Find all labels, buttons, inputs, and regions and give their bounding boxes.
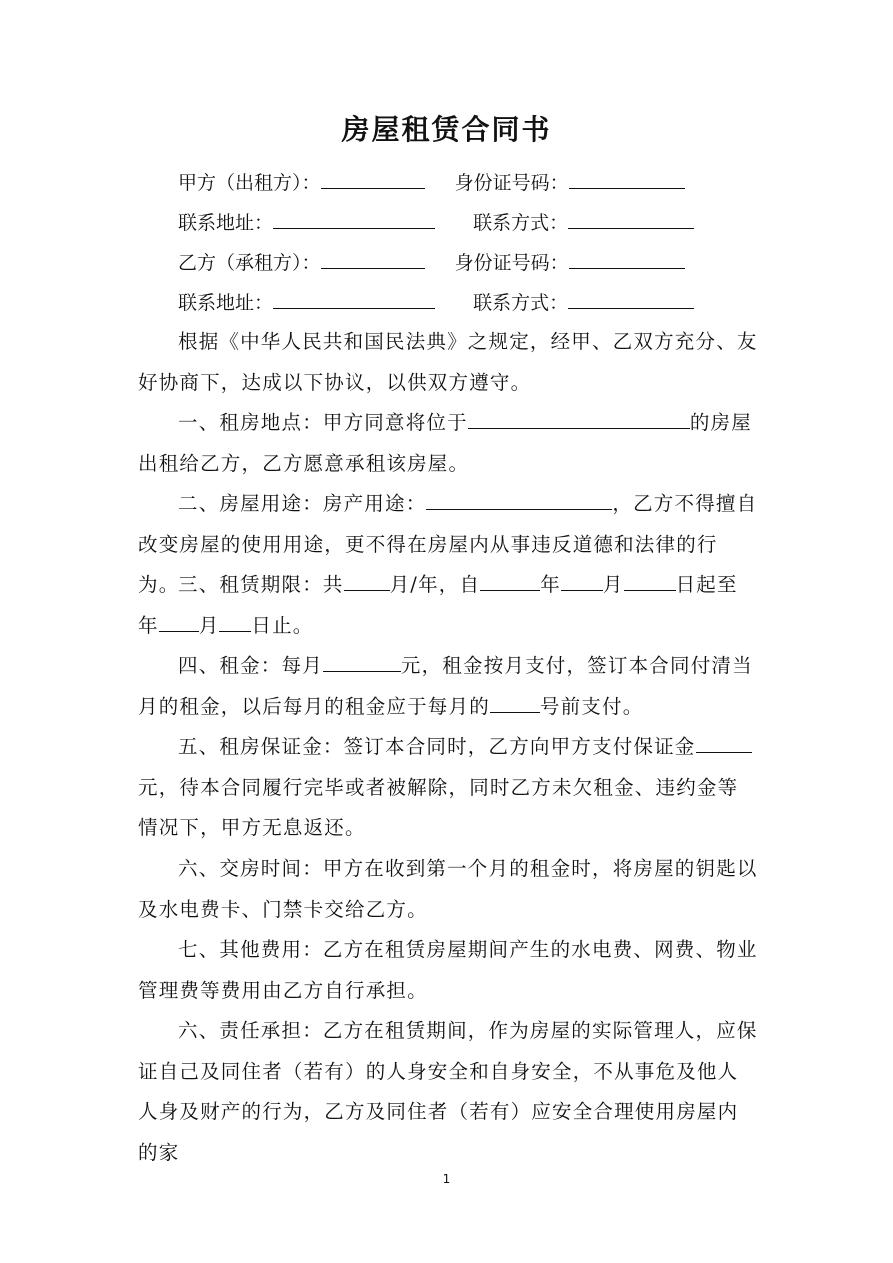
lessor-address-blank[interactable] [273,206,435,229]
lessor-label: 甲方（出租方）： [178,172,321,194]
lessee-address-label: 联系地址： [178,292,274,314]
monthly-rent-blank[interactable] [323,649,401,672]
lessee-row [178,246,685,276]
clause-term-end-year: 年 [138,613,159,637]
lessee-name-blank[interactable] [321,246,425,269]
clause-rent-text-b: 元，租金按月支付，签订本合同付清当月的租金，以后每月的租金应于每月的 [138,654,753,718]
clause-other-fees-text: 七、其他费用：乙方在租赁房屋期间产生的水电费、网费、物业管理费等费用由乙方自行承担。 [138,938,758,1002]
clause-term-text-b: 月/年，自 [389,573,481,596]
clause-location-text-a: 一、租房地点：甲方同意将位于 [178,411,468,434]
clause-usage-text-a: 二、房屋用途：房产用途： [178,492,427,515]
lessor-name-blank[interactable] [321,166,425,189]
end-month-blank[interactable] [159,609,199,632]
location-blank[interactable] [468,406,690,429]
page-number: 1 [442,1172,451,1186]
clause-term-year: 年 [540,573,561,596]
clause-handover [138,849,758,930]
clause-deposit [138,727,758,849]
lessee-contact-blank[interactable] [568,286,694,309]
document-title: 房屋租赁合同书 [341,113,552,146]
clause-rent [138,646,758,727]
lessor-address-label: 联系地址： [178,212,274,234]
lessee-address-row [178,286,694,316]
clause-location-text-b: 的房屋出租给乙方，乙方愿意承租该房屋。 [138,411,752,475]
lessee-id-blank[interactable] [569,246,685,269]
lessor-row [178,166,685,196]
usage-blank[interactable] [426,487,612,510]
lessor-contact-blank[interactable] [568,206,694,229]
clause-term-text-h: 日止。 [251,613,314,637]
clause-term-text-e: 日起至 [675,573,738,596]
payment-day-blank[interactable] [490,690,540,713]
preamble-paragraph [138,322,758,403]
deposit-blank[interactable] [696,730,752,753]
lessor-id-label: 身份证号码： [454,172,569,194]
clause-term-text-a: 三、租赁期限：共 [178,573,344,596]
clause-term-end-month: 月 [198,613,220,637]
clause-liability-text: 六、责任承担：乙方在租赁期间，作为房屋的实际管理人，应保证自己及同住者（若有）的人身安全和自身安全，不从事危及他人人身及财产的行为，乙方及同住者（若有）应安全合理使用房屋内的家 [138,1019,758,1164]
end-day-blank[interactable] [219,609,251,632]
clause-handover-text: 六、交房时间：甲方在收到第一个月的租金时，将房屋的钥匙以及水电费卡、门禁卡交给乙方。 [138,857,758,921]
start-month-blank[interactable] [561,568,603,591]
lessee-id-label: 身份证号码： [454,252,569,274]
term-length-blank[interactable] [344,568,390,591]
lessee-label: 乙方（承租方）： [178,252,321,274]
lessor-id-blank[interactable] [569,166,685,189]
clause-deposit-text-a: 五、租房保证金：签订本合同时，乙方向甲方支付保证金 [178,735,696,758]
clause-term-month: 月 [602,573,624,596]
clause-liability [138,1011,758,1173]
clause-usage-text-b: ，乙方不得擅自改变房屋的使用用途，更不得在房屋内从事违反道德和法律的行为。 [138,492,758,596]
lessor-contact-label: 联系方式： [473,212,569,234]
clause-rent-text-a: 四、租金：每月 [178,654,323,677]
clause-location [138,403,758,484]
clause-other-fees [138,930,758,1011]
clause-term [138,565,758,646]
preamble-text: 根据《中华人民共和国民法典》之规定，经甲、乙双方充分、友好协商下，达成以下协议，以供双方遵守。 [138,330,758,394]
lessee-contact-label: 联系方式： [473,292,569,314]
clause-deposit-text-b: 元，待本合同履行完毕或者被解除，同时乙方未欠租金、违约金等情况下，甲方无息返还。 [138,775,739,839]
lessor-address-row [178,206,694,236]
lessee-address-blank[interactable] [273,286,435,309]
start-day-blank[interactable] [624,568,676,591]
start-year-blank[interactable] [480,568,540,591]
clause-rent-text-c: 号前支付。 [539,694,644,718]
